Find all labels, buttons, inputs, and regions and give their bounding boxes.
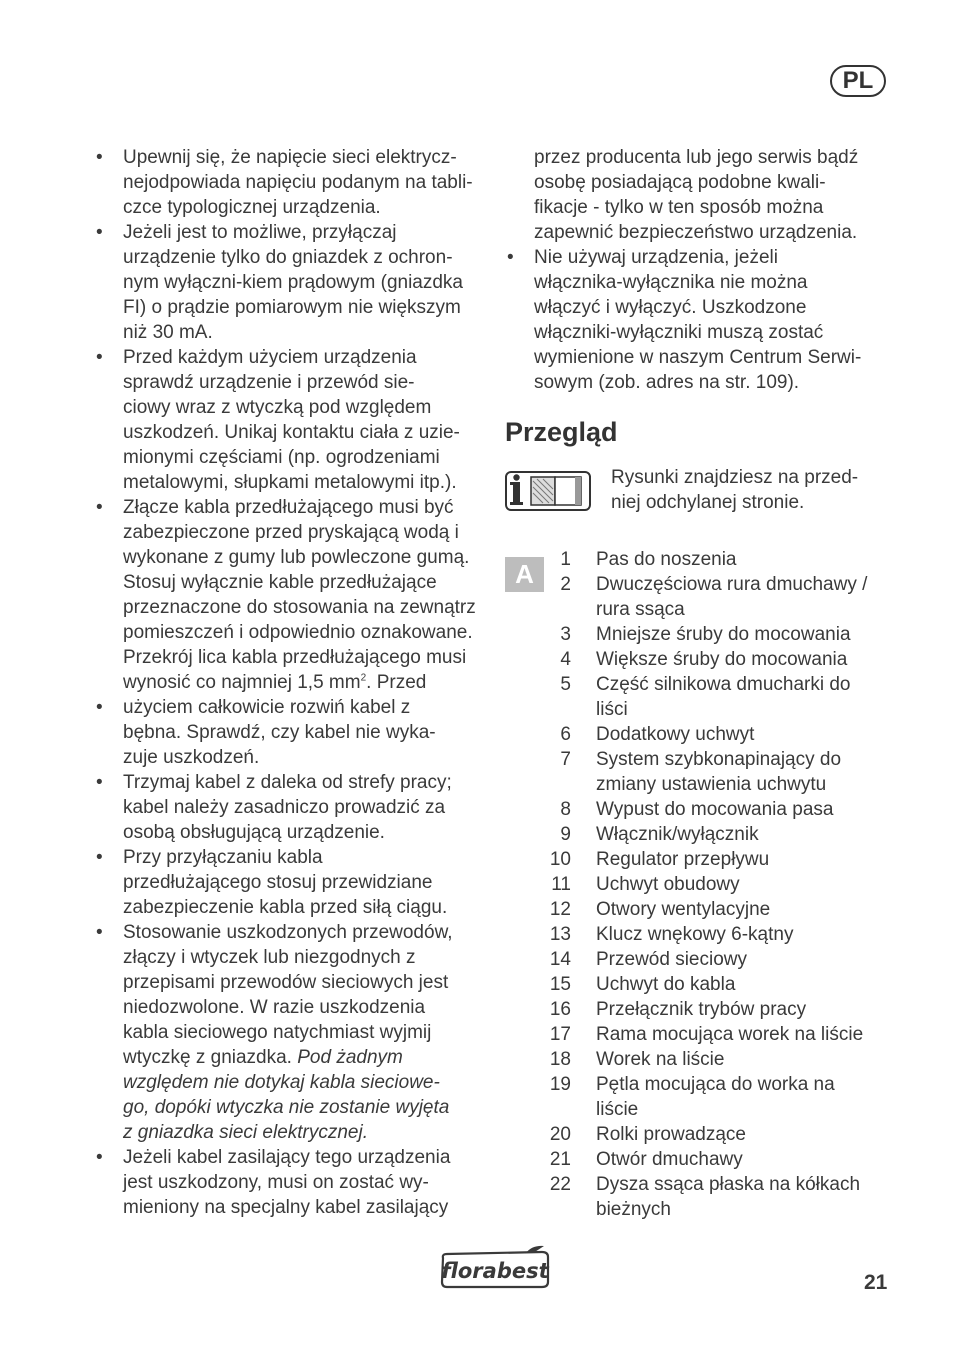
parts-list-block (505, 547, 900, 1222)
part-number: 22 (549, 1174, 571, 1195)
bullet-item (94, 695, 486, 770)
bullet-text: Złącze kabla przedłużającego musi być zabezpieczone przed pryskającą wodą i wykonane z gumy lub powleczone gumą. Stosuj wyłącznie kable przedłużające przeznaczone do stosowania na zewnątrz pomieszczeń i odpowiednio oznakowane. Przekrój lica kabla przedłużającego musi wynosić co najmniej 1,5 $mm^2$. Przed (123, 497, 476, 693)
part-number: 3 (560, 624, 571, 645)
bullet-item (94, 345, 486, 495)
bullet-item (94, 495, 486, 695)
part-item (505, 547, 900, 572)
bullet-text: Stosowanie uszkodzonych przewodów, złączy i wtyczek lub niezgodnych z przepisami przewodów sieciowych jest niedozwolone. W razie uszkodzenia kabla sieciowego natychmiast wyjmij wtyczkę z gniazdka. Pod żadnym względem nie dotykaj kabla sieciowe- go, dopóki wtyczka nie zostanie wyjęta z gniazdka sieci elektrycznej. (123, 922, 453, 1143)
bullet-item (94, 220, 486, 345)
part-number: 16 (549, 999, 571, 1020)
part-label: Worek na liście (596, 1049, 725, 1070)
figure-badge: A (505, 557, 544, 592)
part-number: 11 (551, 874, 571, 895)
bullet-text: Trzymaj kabel z daleka od strefy pracy; kabel należy zasadniczo prowadzić za osobą obsługującą urządzenie. (123, 772, 452, 843)
part-number: 2 (560, 574, 571, 595)
bullet-text: Jeżeli kabel zasilający tego urządzenia jest uszkodzony, musi on zostać wy- mieniony na specjalny kabel zasilający (123, 1147, 451, 1218)
right-bullet-list (505, 245, 900, 395)
part-label: Włącznik/wyłącznik (596, 824, 759, 845)
bullet-dot: • (96, 847, 103, 868)
left-bullet-list (94, 145, 486, 1220)
bullet-item (94, 145, 486, 220)
part-label: Część silnikowa dmucharki do liści (596, 674, 851, 720)
part-label: Mniejsze śruby do mocowania (596, 624, 851, 645)
language-badge: PL (830, 65, 886, 97)
part-label: Otwory wentylacyjne (596, 899, 771, 920)
part-number: 8 (560, 799, 571, 820)
part-item (505, 647, 900, 672)
bullet-dot: • (96, 772, 103, 793)
part-label: Przewód sieciowy (596, 949, 747, 970)
right-column (505, 145, 900, 1222)
florabest-logo (438, 1244, 552, 1290)
part-label: Większe śruby do mocowania (596, 649, 848, 670)
part-label: Uchwyt do kabla (596, 974, 736, 995)
part-item (505, 847, 900, 872)
part-label: Dodatkowy uchwyt (596, 724, 755, 745)
part-item (505, 572, 900, 622)
part-label: Pętla mocująca do worka na liście (596, 1074, 835, 1120)
part-number: 13 (549, 924, 571, 945)
part-item (505, 1122, 900, 1147)
bullet-dot: • (96, 922, 103, 943)
part-item (505, 722, 900, 747)
part-item (505, 797, 900, 822)
part-label: Regulator przepływu (596, 849, 770, 870)
part-number: 9 (560, 824, 571, 845)
part-item (505, 1147, 900, 1172)
bullet-dot: • (507, 247, 514, 268)
part-item (505, 897, 900, 922)
part-item (505, 972, 900, 997)
bullet-text: użyciem całkowicie rozwiń kabel z bębna. Sprawdź, czy kabel nie wyka- zuje uszkodzeń. (123, 697, 436, 768)
part-item (505, 997, 900, 1022)
bullet-item (94, 920, 486, 1145)
part-number: 6 (560, 724, 571, 745)
bullet-dot: • (96, 697, 103, 718)
part-label: Klucz wnękowy 6-kątny (596, 924, 794, 945)
part-item (505, 1072, 900, 1122)
bullet-text: Upewnij się, że napięcie sieci elektrycz- nejodpowiada napięciu podanym na tabli- czce typologicznej urządzenia. (123, 147, 473, 218)
part-label: Rama mocująca worek na liście (596, 1024, 864, 1045)
part-number: 7 (560, 749, 571, 770)
part-number: 19 (549, 1074, 571, 1095)
part-item (505, 747, 900, 797)
bullet-dot: • (96, 1147, 103, 1168)
part-label: Przełącznik trybów pracy (596, 999, 807, 1020)
part-number: 12 (549, 899, 571, 920)
bullet-text: Jeżeli jest to możliwe, przyłączaj urządzenie tylko do gniazdek z ochron- nym wyłączni-kiem prądowym (gniazdka FI) o prądzie pomiarowym nie większym niż 30 mA. (123, 222, 463, 343)
bullet-item (505, 245, 900, 395)
part-number: 17 (549, 1024, 571, 1045)
part-number: 18 (549, 1049, 571, 1070)
part-label: Otwór dmuchawy (596, 1149, 743, 1170)
part-number: 20 (549, 1124, 571, 1145)
part-item (505, 1022, 900, 1047)
logo-wordmark: florabest (441, 1259, 549, 1283)
bullet-item (94, 770, 486, 845)
bullet-dot: • (96, 222, 103, 243)
part-item (505, 622, 900, 647)
part-number: 1 (560, 549, 571, 570)
part-item (505, 1172, 900, 1222)
part-label: Dysza ssąca płaska na kółkach bieżnych (596, 1174, 861, 1220)
part-label: System szybkonapinający do zmiany ustawienia uchwytu (596, 749, 842, 795)
part-number: 15 (549, 974, 571, 995)
bullet-text: Przed każdym użyciem urządzenia sprawdź urządzenie i przewód sie- ciowy wraz z wtyczką pod względem uszkodzeń. Unikaj kontaktu ciała z uzie- mionymi częściami (np. ogrodzeniami metalowymi, słupkami metalowymi itp.). (123, 347, 460, 493)
page-number: 21 (864, 1271, 888, 1294)
bullet-dot: • (96, 347, 103, 368)
part-item (505, 922, 900, 947)
part-number: 21 (549, 1149, 571, 1170)
bullet-text: Przy przyłączaniu kabla przedłużającego stosuj przewidziane zabezpieczenie kabla przed siłą ciągu. (123, 847, 448, 918)
section-title: Przegląd (505, 417, 618, 447)
bullet-item (94, 845, 486, 920)
part-item (505, 947, 900, 972)
parts-list (505, 547, 900, 1222)
left-column (94, 145, 486, 1220)
part-item (505, 872, 900, 897)
bullet-text: Nie używaj urządzenia, jeżeli włącznika-wyłącznika nie można włączyć i wyłączyć. Uszkodzone włączniki-wyłączniki muszą zostać wymienione w naszym Centrum Serwi- sowym (zob. adres na str. 109). (534, 247, 862, 393)
info-book-icon (505, 471, 591, 511)
part-label: Pas do noszenia (596, 549, 737, 570)
part-item (505, 1047, 900, 1072)
continued-paragraph: przez producenta lub jego serwis bądź osobę posiadającą podobne kwali- fikacje - tylko w ten sposób można zapewnić bezpieczeństwo urządzenia. (534, 147, 859, 243)
part-number: 10 (549, 849, 571, 870)
info-note (505, 465, 900, 525)
part-number: 14 (549, 949, 571, 970)
part-number: 5 (560, 674, 571, 695)
part-label: Wypust do mocowania pasa (596, 799, 834, 820)
part-item (505, 822, 900, 847)
info-text: Rysunki znajdziesz na przed- niej odchylanej stronie. (611, 467, 859, 513)
bullet-dot: • (96, 497, 103, 518)
part-label: Rolki prowadzące (596, 1124, 746, 1145)
part-label: Uchwyt obudowy (596, 874, 740, 895)
bullet-item (94, 1145, 486, 1220)
part-label: Dwuczęściowa rura dmuchawy / rura ssąca (596, 574, 868, 620)
bullet-dot: • (96, 147, 103, 168)
part-item (505, 672, 900, 722)
part-number: 4 (560, 649, 571, 670)
